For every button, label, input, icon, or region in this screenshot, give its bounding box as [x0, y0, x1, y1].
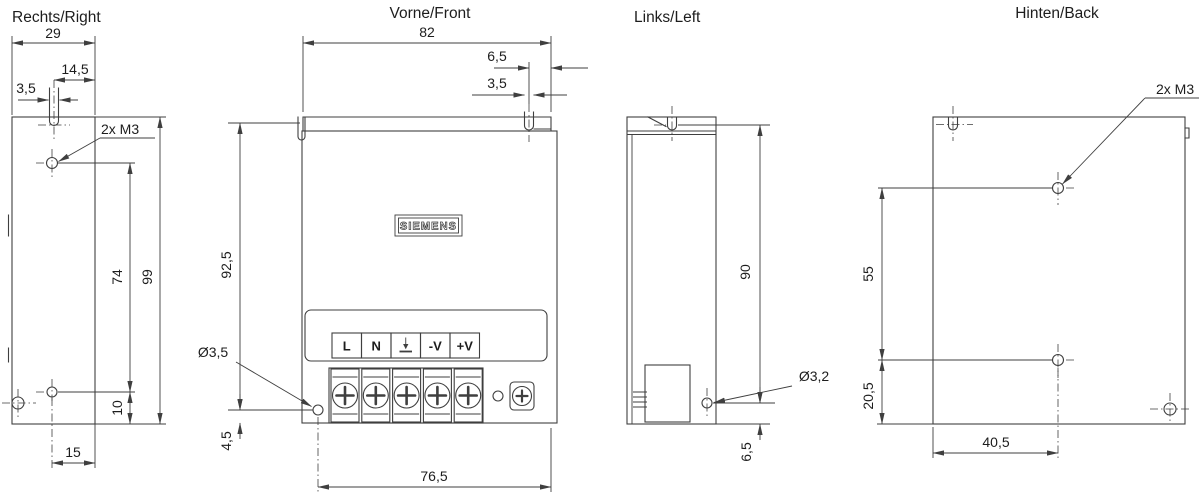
left-view-title: Links/Left: [634, 9, 701, 26]
terminal-screw-3: [393, 369, 421, 422]
terminal-label-row: [332, 333, 480, 358]
right-dim-width-value: 29: [45, 25, 61, 41]
back-view-title: Hinten/Back: [1015, 5, 1099, 22]
front-corner-hole: [313, 405, 323, 415]
front-dim-height: [218, 123, 300, 410]
right-dim-hole-to-edge-value: 15: [65, 444, 81, 460]
adjust-potentiometer: [510, 382, 534, 410]
left-hole-label: Ø3,2: [798, 368, 830, 384]
right-thread-callout: [59, 121, 156, 162]
terminal-block: [329, 368, 483, 423]
right-thread-label: 2x M3: [101, 121, 140, 137]
left-hole-callout: [714, 368, 829, 403]
right-dim-slot-width: [16, 80, 78, 100]
left-dim-height-value: 90: [737, 264, 753, 280]
front-dim-slot-to-edge-value: 6,5: [487, 48, 507, 64]
terminal-screw-4: [423, 369, 451, 422]
front-dim-slot-to-edge: [487, 48, 588, 68]
front-din-flange: [303, 117, 551, 131]
right-view-title: Rechts/Right: [12, 9, 101, 26]
back-hole-top-centerlines: [1058, 172, 1077, 205]
back-slot-centerlines: [936, 106, 973, 141]
back-body-outline: [933, 117, 1185, 424]
right-dim-slot-to-edge-value: 14,5: [61, 61, 89, 77]
front-dim-hole-to-edge-value: 76,5: [420, 468, 448, 484]
front-dim-slot-width-value: 3,5: [487, 75, 507, 91]
back-thread-callout: [1063, 81, 1200, 184]
front-view: [198, 5, 588, 493]
back-hole-bottom-centerlines: [1058, 344, 1077, 378]
right-dim-height-value: 99: [139, 269, 155, 285]
back-dim-holes-span: [860, 188, 882, 360]
left-view: [627, 9, 829, 462]
front-dim-slot-width: [472, 75, 567, 95]
left-dim-hole-to-bottom-value: 6,5: [738, 442, 754, 462]
back-dim-hole-to-bottom: [860, 360, 933, 424]
terminal-label-n: N: [371, 338, 381, 354]
front-dim-width-value: 82: [419, 24, 435, 40]
right-dim-slot-to-edge: [54, 61, 95, 80]
back-dim-holes-span-value: 55: [860, 266, 876, 282]
right-view: [2, 9, 166, 468]
terminal-screw-2: [362, 369, 390, 422]
back-dim-hole-to-bottom-value: 20,5: [860, 382, 876, 410]
front-view-title: Vorne/Front: [389, 5, 471, 22]
front-dim-height-value: 92,5: [218, 251, 234, 279]
back-edge-notch: [1185, 128, 1189, 138]
left-dim-height: [737, 125, 760, 403]
front-hole-label: Ø3,5: [197, 344, 229, 360]
terminal-label-l: L: [342, 338, 351, 354]
right-dim-slot-width-value: 3,5: [16, 80, 36, 96]
right-dim-holes-span: [109, 163, 130, 392]
terminal-screw-5: [454, 369, 482, 422]
front-dim-hole-to-edge: [318, 428, 551, 492]
left-dim-hole-to-bottom: [716, 387, 770, 462]
right-dim-hole-to-bottom-value: 10: [109, 400, 125, 416]
right-hole-bottom-centerlines: [36, 379, 52, 401]
back-corner-hole-centerlines: [1150, 393, 1192, 424]
left-body-outline: [627, 117, 716, 424]
left-connector-block: [645, 365, 690, 422]
front-terminal-panel: [305, 310, 547, 361]
led-indicator: [493, 391, 503, 401]
back-dim-hole-to-edge-value: 40,5: [982, 434, 1010, 450]
back-thread-label: 2x M3: [1156, 81, 1195, 97]
terminal-screw-1: [331, 369, 359, 422]
front-dim-hole-to-bottom: [218, 394, 240, 451]
front-dim-hole-to-bottom-value: 4,5: [218, 431, 234, 451]
brand-text: SIEMENS: [399, 220, 458, 233]
terminal-label-plus-v: +V: [456, 338, 473, 354]
right-dim-holes-span-value: 74: [109, 269, 125, 285]
back-view: [860, 5, 1199, 458]
back-dim-hole-to-edge: [933, 368, 1058, 458]
left-flange-lines: [627, 131, 716, 135]
left-slot-centerlines: [654, 106, 672, 141]
right-dim-hole-to-edge: [52, 398, 95, 468]
earth-symbol-icon: [400, 338, 413, 352]
front-body-outline: [302, 131, 557, 423]
siemens-logo: [395, 215, 462, 236]
front-hole-callout: [198, 344, 312, 407]
terminal-label-minus-v: -V: [428, 338, 442, 354]
right-side-hole-centerlines: [2, 389, 36, 418]
right-hole-top-centerlines: [36, 149, 52, 177]
right-dim-hole-to-bottom: [109, 392, 130, 424]
